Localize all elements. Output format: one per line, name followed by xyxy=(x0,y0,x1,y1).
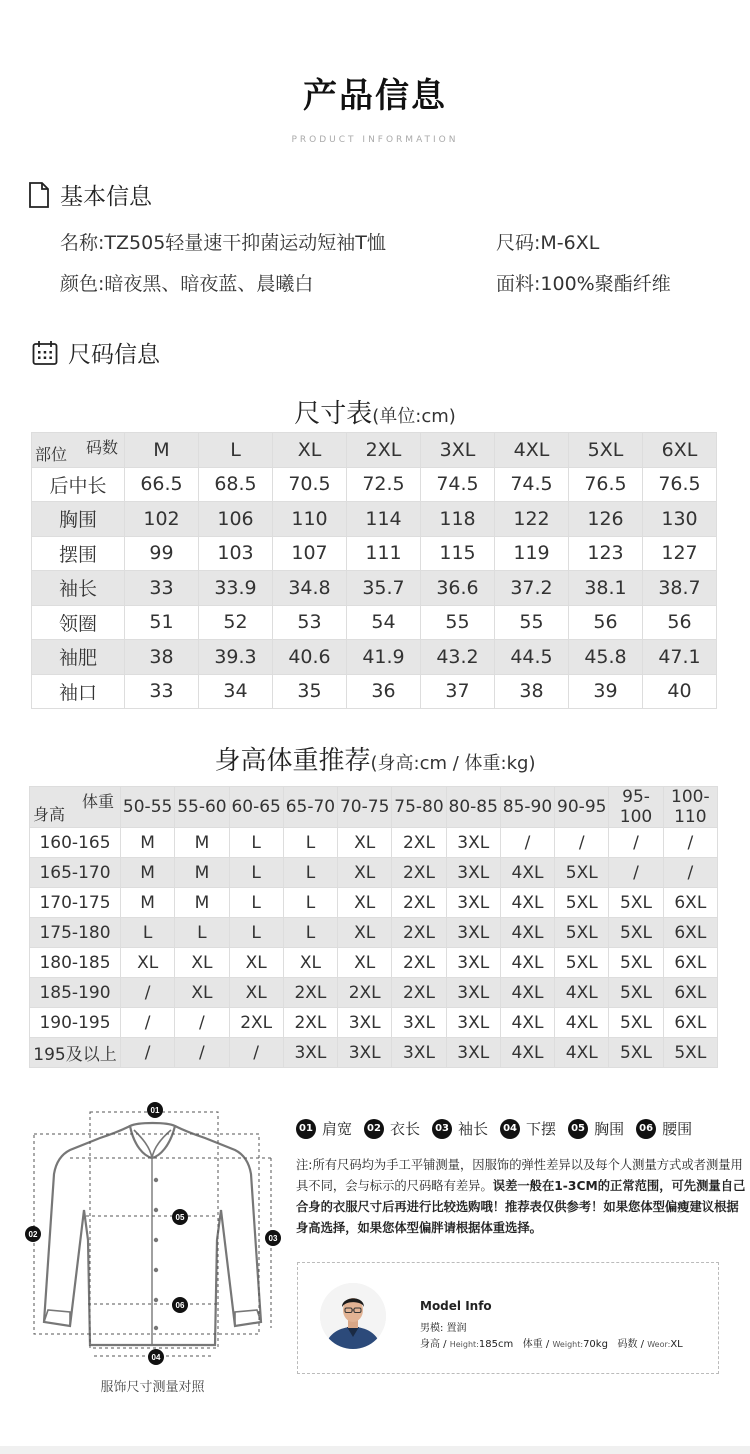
row-label: 袖长 xyxy=(32,571,125,606)
table-cell: 38 xyxy=(125,640,199,675)
product-fabric: 面料:100%聚酯纤维 xyxy=(496,273,671,295)
legend-num: 03 xyxy=(432,1119,452,1139)
table-cell: / xyxy=(121,1038,175,1068)
table-cell: 33 xyxy=(125,674,199,709)
note-bold-text: 误差一般在1-3CM的正常范围，可先测量自己合身的衣服尺寸后再进行比较选购哦！推荐表仅供参考！如果您体型偏瘦建议根据身高选择，如果您体型偏胖请根据体重选择。 xyxy=(296,1179,746,1235)
table-cell: / xyxy=(609,858,663,888)
table-cell: 5XL xyxy=(609,948,663,978)
column-header: 80-85 xyxy=(446,787,500,828)
table-cell: 56 xyxy=(569,605,643,640)
table-row xyxy=(30,918,718,948)
table-row xyxy=(32,502,717,537)
marker-03 xyxy=(265,1230,281,1246)
legend-label: 袖长 xyxy=(458,1120,489,1138)
row-label: 摆围 xyxy=(32,536,125,571)
table-cell: 2XL xyxy=(392,858,446,888)
table-cell: 3XL xyxy=(392,1038,446,1068)
marker-04-label: 04 xyxy=(151,1353,161,1362)
marker-01 xyxy=(147,1102,163,1118)
row-label: 160-165 xyxy=(30,828,121,858)
column-header: 4XL xyxy=(495,433,569,468)
table-row xyxy=(30,1038,718,1068)
table-corner-cell xyxy=(32,433,125,468)
table-cell: / xyxy=(663,828,717,858)
table-cell: 2XL xyxy=(392,978,446,1008)
model-weight-label: 体重 / xyxy=(522,1339,553,1350)
measurement-legend xyxy=(296,1118,704,1139)
table-cell: 4XL xyxy=(500,978,554,1008)
table-cell: XL xyxy=(283,948,337,978)
column-header: 50-55 xyxy=(121,787,175,828)
table-cell: 3XL xyxy=(446,978,500,1008)
table-cell: 35.7 xyxy=(347,571,421,606)
model-stats xyxy=(420,1335,683,1350)
table-cell: 35 xyxy=(273,674,347,709)
table-cell: 115 xyxy=(421,536,495,571)
model-name: 男模: 置润 xyxy=(420,1323,467,1334)
table-cell: L xyxy=(229,858,283,888)
table-cell: 47.1 xyxy=(643,640,717,675)
table-cell: XL xyxy=(338,828,392,858)
legend-item xyxy=(364,1118,420,1139)
table-cell: L xyxy=(283,828,337,858)
table-cell: 107 xyxy=(273,536,347,571)
table-cell: XL xyxy=(338,888,392,918)
table-cell: M xyxy=(121,828,175,858)
table-cell: 3XL xyxy=(446,828,500,858)
table-cell: 102 xyxy=(125,502,199,537)
marker-01-label: 01 xyxy=(150,1106,160,1115)
table-cell: 40.6 xyxy=(273,640,347,675)
model-weight: 70kg xyxy=(583,1339,608,1350)
table-cell: 55 xyxy=(421,605,495,640)
table-cell: / xyxy=(500,828,554,858)
column-header: 95-100 xyxy=(609,787,663,828)
table-cell: 37.2 xyxy=(495,571,569,606)
table-cell: 4XL xyxy=(500,918,554,948)
marker-04 xyxy=(148,1349,164,1365)
legend-label: 肩宽 xyxy=(322,1120,353,1138)
table-cell: M xyxy=(121,888,175,918)
size-info-heading xyxy=(32,336,160,369)
table-cell: 6XL xyxy=(663,888,717,918)
measurement-note xyxy=(296,1155,750,1239)
legend-num: 01 xyxy=(296,1119,316,1139)
table-cell: 122 xyxy=(495,502,569,537)
table-cell: 74.5 xyxy=(421,467,495,502)
table-cell: 126 xyxy=(569,502,643,537)
table-cell: 44.5 xyxy=(495,640,569,675)
table-cell: 4XL xyxy=(500,858,554,888)
table-cell: 52 xyxy=(199,605,273,640)
table-cell: 5XL xyxy=(609,1008,663,1038)
table-cell: 33 xyxy=(125,571,199,606)
table-cell: 123 xyxy=(569,536,643,571)
table-cell: 56 xyxy=(643,605,717,640)
table-cell: M xyxy=(121,858,175,888)
corner-top-label: 体重 xyxy=(81,792,114,811)
table-cell: 5XL xyxy=(609,888,663,918)
table-cell: 33.9 xyxy=(199,571,273,606)
table-cell: 99 xyxy=(125,536,199,571)
table-cell: 36 xyxy=(347,674,421,709)
column-header: XL xyxy=(273,433,347,468)
table-cell: 2XL xyxy=(283,1008,337,1038)
legend-num: 04 xyxy=(500,1119,520,1139)
table-cell: / xyxy=(121,1008,175,1038)
row-label: 170-175 xyxy=(30,888,121,918)
page-subtitle: PRODUCT INFORMATION xyxy=(291,135,459,145)
column-header: 2XL xyxy=(347,433,421,468)
size-table-title xyxy=(0,393,750,430)
table-cell: 53 xyxy=(273,605,347,640)
table-cell: 5XL xyxy=(663,1038,717,1068)
table-cell: 3XL xyxy=(446,1008,500,1038)
table-cell: 38.7 xyxy=(643,571,717,606)
corner-bottom-label: 身高 xyxy=(33,805,66,824)
table-cell: 3XL xyxy=(446,948,500,978)
table-cell: 111 xyxy=(347,536,421,571)
row-label: 185-190 xyxy=(30,978,121,1008)
legend-num: 06 xyxy=(636,1119,656,1139)
table-cell: 5XL xyxy=(555,948,609,978)
table-cell: 51 xyxy=(125,605,199,640)
table-cell: 3XL xyxy=(338,1008,392,1038)
marker-02-label: 02 xyxy=(28,1230,38,1239)
table-row xyxy=(32,640,717,675)
model-size-label: 码数 / xyxy=(617,1339,648,1350)
row-label: 袖口 xyxy=(32,674,125,709)
model-portrait xyxy=(320,1283,386,1349)
table-cell: 6XL xyxy=(663,948,717,978)
table-cell: 43.2 xyxy=(421,640,495,675)
table-row xyxy=(30,1008,718,1038)
table-cell: L xyxy=(283,888,337,918)
column-header: 100-110 xyxy=(663,787,717,828)
basic-info-heading xyxy=(28,178,152,211)
document-icon xyxy=(28,182,50,208)
table-cell: 36.6 xyxy=(421,571,495,606)
size-table-unit: (单位:cm) xyxy=(372,406,456,427)
row-label: 胸围 xyxy=(32,502,125,537)
table-cell: L xyxy=(121,918,175,948)
table-cell: 39 xyxy=(569,674,643,709)
table-cell: 106 xyxy=(199,502,273,537)
column-header: M xyxy=(125,433,199,468)
table-cell: 3XL xyxy=(338,1038,392,1068)
column-header: 6XL xyxy=(643,433,717,468)
table-corner-cell xyxy=(30,787,121,828)
row-label: 领圈 xyxy=(32,605,125,640)
model-avatar xyxy=(320,1283,386,1349)
column-header: 70-75 xyxy=(338,787,392,828)
table-cell: 4XL xyxy=(500,1038,554,1068)
table-cell: 103 xyxy=(199,536,273,571)
table-cell: 4XL xyxy=(555,1008,609,1038)
product-colors: 颜色:暗夜黑、暗夜蓝、晨曦白 xyxy=(60,273,314,295)
recommendation-table xyxy=(29,786,718,1068)
table-cell: 5XL xyxy=(555,888,609,918)
legend-label: 胸围 xyxy=(594,1120,625,1138)
table-cell: 5XL xyxy=(555,858,609,888)
rec-table-title xyxy=(0,740,750,777)
table-row xyxy=(30,948,718,978)
marker-06-label: 06 xyxy=(175,1301,185,1310)
table-cell: 3XL xyxy=(446,888,500,918)
note-text: 注:所有尺码均为手工平铺测量，因服饰的弹性差异以及每个人测量方式或者测量用具不同，会与标示的尺码略有差异。 xyxy=(296,1158,743,1193)
legend-item xyxy=(432,1118,488,1139)
column-header: 85-90 xyxy=(500,787,554,828)
table-cell: 38 xyxy=(495,674,569,709)
table-cell: 2XL xyxy=(392,828,446,858)
table-header-row xyxy=(30,787,718,828)
table-cell: 127 xyxy=(643,536,717,571)
table-cell: 2XL xyxy=(392,888,446,918)
column-header: 3XL xyxy=(421,433,495,468)
table-cell: 34 xyxy=(199,674,273,709)
table-cell: L xyxy=(175,918,229,948)
column-header: 90-95 xyxy=(555,787,609,828)
table-cell: / xyxy=(229,1038,283,1068)
model-weight-en: Weight: xyxy=(552,1340,584,1349)
column-header: 65-70 xyxy=(283,787,337,828)
model-info-title: Model Info xyxy=(420,1299,492,1313)
marker-06 xyxy=(172,1297,188,1313)
page-header xyxy=(0,68,750,145)
table-cell: XL xyxy=(175,978,229,1008)
table-cell: 34.8 xyxy=(273,571,347,606)
table-row xyxy=(32,536,717,571)
table-cell: 118 xyxy=(421,502,495,537)
table-cell: XL xyxy=(175,948,229,978)
size-info-label: 尺码信息 xyxy=(68,342,160,368)
table-cell: L xyxy=(229,888,283,918)
legend-num: 05 xyxy=(568,1119,588,1139)
table-cell: 4XL xyxy=(500,1008,554,1038)
table-cell: 5XL xyxy=(609,918,663,948)
calendar-icon xyxy=(32,340,58,366)
table-row xyxy=(32,605,717,640)
table-cell: 54 xyxy=(347,605,421,640)
table-cell: 4XL xyxy=(500,888,554,918)
table-row xyxy=(32,571,717,606)
table-cell: 5XL xyxy=(609,978,663,1008)
row-label: 190-195 xyxy=(30,1008,121,1038)
table-cell: 39.3 xyxy=(199,640,273,675)
table-cell: 2XL xyxy=(338,978,392,1008)
rec-table-unit: (身高:cm / 体重:kg) xyxy=(370,753,536,774)
legend-item xyxy=(296,1118,352,1139)
table-cell: M xyxy=(175,858,229,888)
table-cell: 6XL xyxy=(663,1008,717,1038)
corner-top-label: 码数 xyxy=(85,438,118,457)
table-cell: 37 xyxy=(421,674,495,709)
rec-table-title-text: 身高体重推荐 xyxy=(214,746,371,776)
table-cell: 41.9 xyxy=(347,640,421,675)
corner-bottom-label: 部位 xyxy=(35,444,68,464)
shirt-measurement-diagram xyxy=(22,1100,282,1370)
marker-05 xyxy=(172,1209,188,1225)
model-info-card xyxy=(297,1262,719,1374)
table-cell: L xyxy=(229,918,283,948)
row-label: 180-185 xyxy=(30,948,121,978)
table-cell: 5XL xyxy=(555,918,609,948)
model-height-label: 身高 / xyxy=(420,1339,450,1350)
column-header: 60-65 xyxy=(229,787,283,828)
table-cell: 4XL xyxy=(555,978,609,1008)
table-row xyxy=(30,978,718,1008)
table-cell: 3XL xyxy=(283,1038,337,1068)
table-cell: 70.5 xyxy=(273,467,347,502)
page-title: 产品信息 xyxy=(303,76,447,116)
column-header: 5XL xyxy=(569,433,643,468)
table-header-row xyxy=(32,433,717,468)
table-cell: XL xyxy=(338,948,392,978)
table-cell: 2XL xyxy=(229,1008,283,1038)
table-cell: 38.1 xyxy=(569,571,643,606)
table-cell: 4XL xyxy=(500,948,554,978)
row-label: 165-170 xyxy=(30,858,121,888)
table-cell: 66.5 xyxy=(125,467,199,502)
model-size: XL xyxy=(670,1339,683,1350)
table-cell: XL xyxy=(338,858,392,888)
table-cell: 76.5 xyxy=(569,467,643,502)
table-cell: XL xyxy=(338,918,392,948)
table-cell: 6XL xyxy=(663,918,717,948)
table-row xyxy=(30,888,718,918)
row-label: 袖肥 xyxy=(32,640,125,675)
size-table-title-text: 尺寸表 xyxy=(294,399,373,429)
legend-label: 腰围 xyxy=(662,1120,693,1138)
table-cell: 5XL xyxy=(609,1038,663,1068)
table-cell: 2XL xyxy=(392,918,446,948)
table-cell: / xyxy=(175,1038,229,1068)
model-height: 185cm xyxy=(478,1339,514,1350)
table-cell: M xyxy=(175,888,229,918)
table-cell: 40 xyxy=(643,674,717,709)
table-cell: 3XL xyxy=(446,918,500,948)
table-cell: 2XL xyxy=(283,978,337,1008)
model-height-en: Height: xyxy=(449,1340,479,1349)
column-header: L xyxy=(199,433,273,468)
table-cell: L xyxy=(229,828,283,858)
row-label: 后中长 xyxy=(32,467,125,502)
marker-05-label: 05 xyxy=(175,1213,185,1222)
row-label: 195及以上 xyxy=(30,1038,121,1068)
table-cell: 4XL xyxy=(555,1038,609,1068)
legend-item xyxy=(636,1118,692,1139)
diagram-caption: 服饰尺寸测量对照 xyxy=(100,1380,205,1395)
table-cell: XL xyxy=(229,948,283,978)
table-row xyxy=(30,858,718,888)
table-cell: 68.5 xyxy=(199,467,273,502)
marker-02 xyxy=(25,1226,41,1242)
table-cell: L xyxy=(283,918,337,948)
product-name: 名称:TZ505轻量速干抑菌运动短袖T恤 xyxy=(60,232,386,254)
row-label: 175-180 xyxy=(30,918,121,948)
marker-03-label: 03 xyxy=(268,1234,278,1243)
table-row xyxy=(32,467,717,502)
table-cell: XL xyxy=(121,948,175,978)
table-cell: 74.5 xyxy=(495,467,569,502)
size-table xyxy=(31,432,717,709)
table-cell: M xyxy=(175,828,229,858)
legend-label: 衣长 xyxy=(390,1120,421,1138)
table-cell: 76.5 xyxy=(643,467,717,502)
bottom-divider xyxy=(0,1446,750,1454)
product-size-range: 尺码:M-6XL xyxy=(496,232,600,254)
table-cell: XL xyxy=(229,978,283,1008)
table-cell: 55 xyxy=(495,605,569,640)
table-cell: 45.8 xyxy=(569,640,643,675)
table-cell: 3XL xyxy=(446,1038,500,1068)
column-header: 75-80 xyxy=(392,787,446,828)
legend-num: 02 xyxy=(364,1119,384,1139)
table-cell: 114 xyxy=(347,502,421,537)
legend-item xyxy=(568,1118,624,1139)
table-cell: 3XL xyxy=(446,858,500,888)
collar-outline xyxy=(130,1123,175,1158)
column-header: 55-60 xyxy=(175,787,229,828)
legend-label: 下摆 xyxy=(526,1120,557,1138)
basic-info-label: 基本信息 xyxy=(60,184,152,210)
table-cell: L xyxy=(283,858,337,888)
table-cell: / xyxy=(175,1008,229,1038)
legend-item xyxy=(500,1118,556,1139)
table-cell: 110 xyxy=(273,502,347,537)
table-cell: 3XL xyxy=(392,1008,446,1038)
table-cell: / xyxy=(121,978,175,1008)
table-cell: 2XL xyxy=(392,948,446,978)
table-cell: 72.5 xyxy=(347,467,421,502)
table-cell: / xyxy=(555,828,609,858)
model-size-en: Weor: xyxy=(647,1340,671,1349)
table-cell: / xyxy=(609,828,663,858)
table-cell: 119 xyxy=(495,536,569,571)
table-cell: / xyxy=(663,858,717,888)
table-cell: 130 xyxy=(643,502,717,537)
table-cell: 6XL xyxy=(663,978,717,1008)
table-row xyxy=(30,828,718,858)
table-row xyxy=(32,674,717,709)
